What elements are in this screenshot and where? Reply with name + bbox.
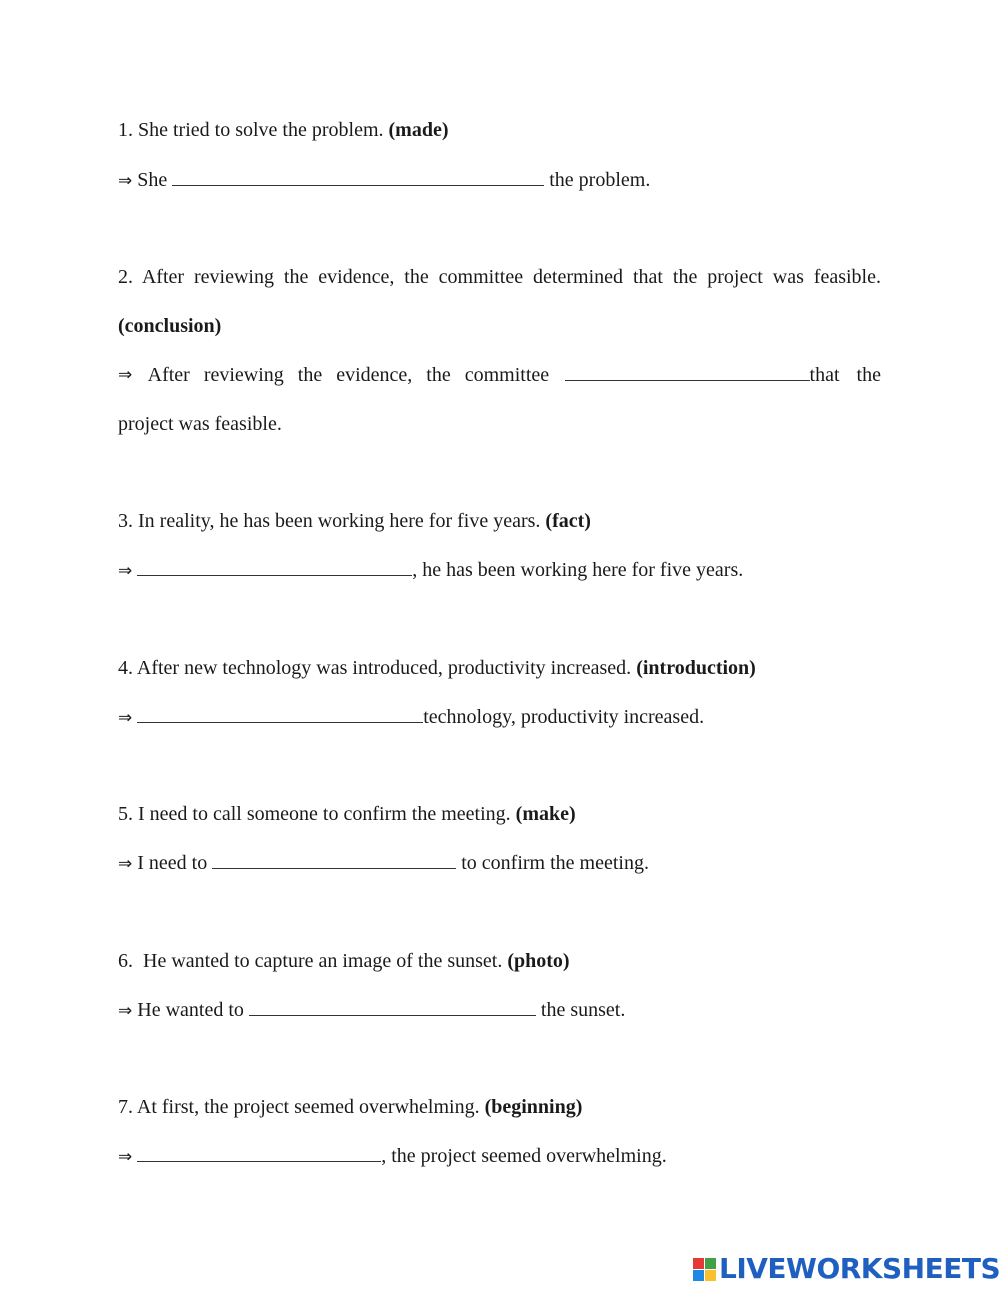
exercise-6-keyword: (photo) bbox=[507, 950, 570, 972]
exercise-7-answer-line: ⇒ , the project seemed overwhelming. bbox=[118, 1145, 667, 1167]
exercise-5-keyword: (make) bbox=[515, 803, 576, 825]
exercise-6-blank[interactable] bbox=[249, 998, 536, 1016]
exercise-5-blank[interactable] bbox=[212, 851, 456, 869]
exercise-3-prompt: 3. In reality, he has been working here for five years. (fact) bbox=[118, 510, 591, 532]
arrow-icon: ⇒ bbox=[118, 561, 133, 581]
exercise-3-answer-line: ⇒ , he has been working here for five years. bbox=[118, 559, 744, 581]
exercise-3-blank[interactable] bbox=[137, 558, 412, 576]
exercise-1-prompt: 1. She tried to solve the problem. (made) bbox=[118, 119, 449, 141]
exercise-7-blank[interactable] bbox=[137, 1144, 381, 1162]
exercise-1-answer-line: ⇒ She the problem. bbox=[118, 169, 651, 191]
exercise-2-keyword: (conclusion) bbox=[118, 315, 222, 337]
exercise-3-keyword: (fact) bbox=[545, 510, 591, 532]
liveworksheets-logo[interactable] bbox=[693, 1254, 1000, 1284]
logo-text: LIVEWORKSHEETS bbox=[719, 1252, 1000, 1285]
logo-square-yellow bbox=[705, 1270, 716, 1281]
logo-square-red bbox=[693, 1258, 704, 1269]
exercise-2-answer-line: ⇒ After reviewing the evidence, the committee that the bbox=[118, 364, 881, 386]
arrow-icon: ⇒ bbox=[118, 1147, 133, 1167]
exercise-2-prompt: 2. After reviewing the evidence, the committee determined that the project was feasible. bbox=[118, 266, 881, 288]
exercise-7-keyword: (beginning) bbox=[484, 1096, 583, 1118]
exercise-4-keyword: (introduction) bbox=[636, 657, 756, 679]
exercise-4-answer-line: ⇒ technology, productivity increased. bbox=[118, 706, 705, 728]
exercise-1-blank[interactable] bbox=[172, 168, 544, 186]
exercise-7-prompt: 7. At first, the project seemed overwhelming. (beginning) bbox=[118, 1096, 583, 1118]
exercise-4-prompt: 4. After new technology was introduced, productivity increased. (introduction) bbox=[118, 657, 756, 679]
arrow-icon: ⇒ bbox=[118, 1001, 133, 1021]
exercise-2-answer-continued: project was feasible. bbox=[118, 413, 282, 435]
arrow-icon: ⇒ bbox=[118, 365, 133, 385]
exercise-6-answer-line: ⇒ He wanted to the sunset. bbox=[118, 999, 626, 1021]
exercise-2-blank[interactable] bbox=[565, 363, 810, 381]
arrow-icon: ⇒ bbox=[118, 854, 133, 874]
exercise-5-prompt: 5. I need to call someone to confirm the meeting. (make) bbox=[118, 803, 576, 825]
logo-square-blue bbox=[693, 1270, 704, 1281]
logo-square-green bbox=[705, 1258, 716, 1269]
exercise-4-blank[interactable] bbox=[137, 705, 423, 723]
exercise-6-prompt: 6. He wanted to capture an image of the sunset. (photo) bbox=[118, 950, 570, 972]
exercise-5-answer-line: ⇒ I need to to confirm the meeting. bbox=[118, 852, 649, 874]
arrow-icon: ⇒ bbox=[118, 171, 133, 191]
arrow-icon: ⇒ bbox=[118, 708, 133, 728]
exercise-1-keyword: (made) bbox=[388, 119, 449, 141]
logo-mark-icon bbox=[693, 1258, 716, 1281]
